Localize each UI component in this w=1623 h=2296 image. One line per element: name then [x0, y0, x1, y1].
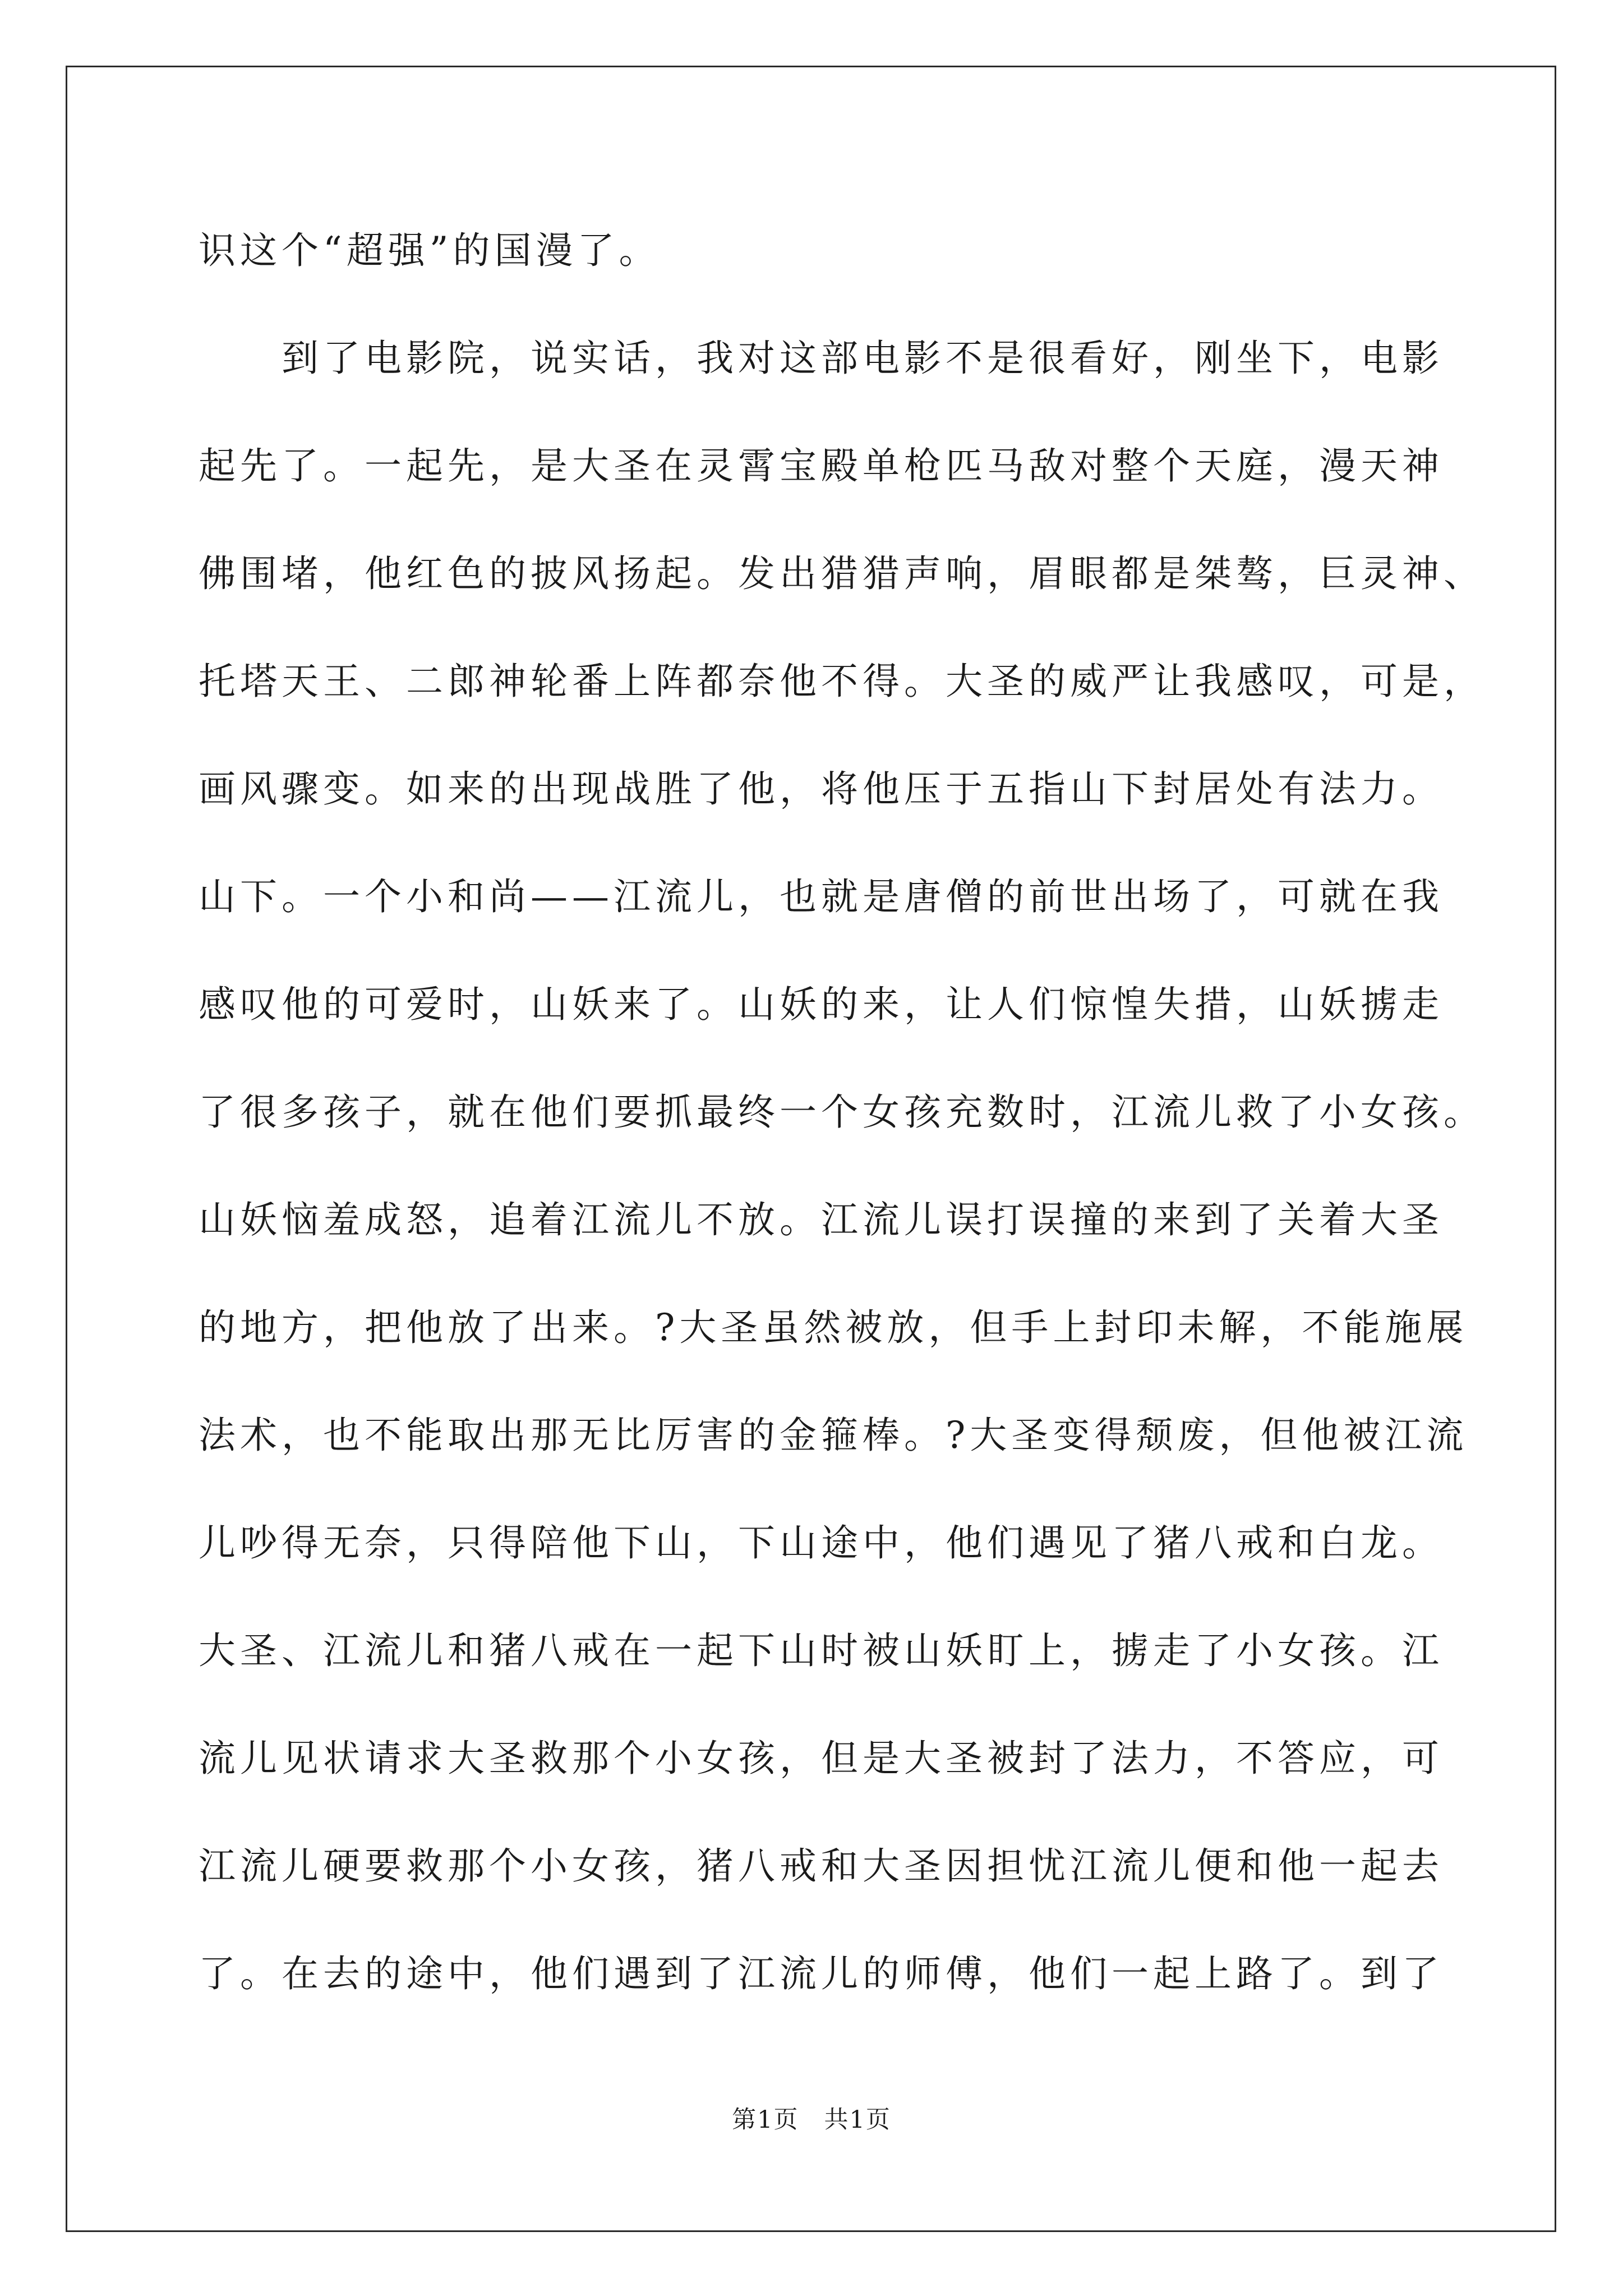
- text-line: 江流儿硬要救那个小女孩，猪八戒和大圣因担忧江流儿便和他一起去: [199, 1844, 1444, 1888]
- text-line: 山下。一个小和尚——江流儿，也就是唐僧的前世出场了，可就在我: [199, 875, 1444, 918]
- text-line: 山妖恼羞成怒，追着江流儿不放。江流儿误打误撞的来到了关着大圣: [199, 1198, 1444, 1241]
- text-line: 托塔天王、二郎神轮番上阵都奈他不得。大圣的威严让我感叹，可是，: [199, 660, 1485, 703]
- document-body: [199, 209, 1485, 2040]
- text-line: 的地方，把他放了出来。?大圣虽然被放，但手上封印未解，不能施展: [199, 1306, 1468, 1349]
- text-line: 了。在去的途中，他们遇到了江流儿的师傅，他们一起上路了。到了: [199, 1952, 1444, 1995]
- text-line: 了很多孩子，就在他们要抓最终一个女孩充数时，江流儿救了小女孩。: [199, 1091, 1485, 1134]
- text-line: 识这个“超强”的国漫了。: [199, 229, 661, 272]
- text-line: 到了电影院，说实话，我对这部电影不是很看好，刚坐下，电影: [199, 337, 1444, 380]
- page-footer: 第1页 共1页: [732, 2106, 891, 2134]
- text-line: 流儿见状请求大圣救那个小女孩，但是大圣被封了法力，不答应，可: [199, 1737, 1444, 1780]
- text-line: 起先了。一起先，是大圣在灵霄宝殿单枪匹马敌对整个天庭，漫天神: [199, 444, 1444, 487]
- text-line: 法术，也不能取出那无比厉害的金箍棒。?大圣变得颓废，但他被江流: [199, 1414, 1468, 1457]
- text-line: 佛围堵，他红色的披风扬起。发出猎猎声响，眉眼都是桀骜，巨灵神、: [199, 552, 1485, 595]
- text-line: 儿吵得无奈，只得陪他下山，下山途中，他们遇见了猪八戒和白龙。: [199, 1521, 1444, 1565]
- text-line: 感叹他的可爱时，山妖来了。山妖的来，让人们惊惶失措，山妖掳走: [199, 983, 1444, 1026]
- text-line: 画风骤变。如来的出现战胜了他，将他压于五指山下封居处有法力。: [199, 767, 1444, 811]
- text-line: 大圣、江流儿和猪八戒在一起下山时被山妖盯上，掳走了小女孩。江: [199, 1629, 1444, 1672]
